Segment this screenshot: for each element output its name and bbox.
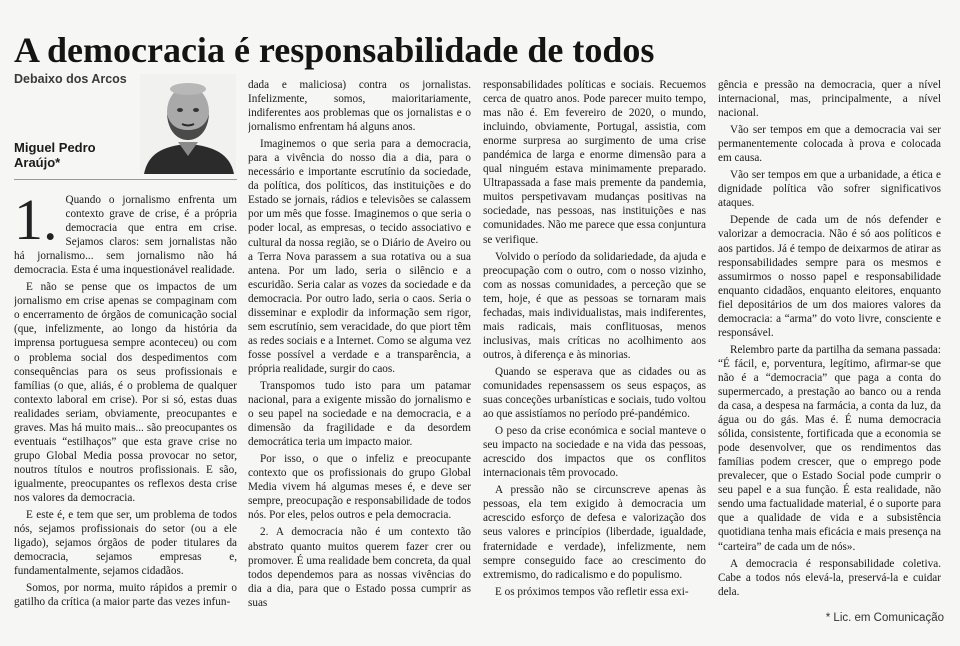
author-portrait-icon xyxy=(140,74,236,174)
author-name: Miguel Pedro Araújo* xyxy=(14,140,96,170)
dropcap-number: 1. xyxy=(14,193,58,252)
section-label: Debaixo dos Arcos xyxy=(14,72,127,86)
paragraph: E este é, e tem que ser, um problema de todos nós, sejamos profissionais do setor (ou a ele ligado), sejamos órgãos de poder titulares da democracia, sejamos empresas e, fundamentalmente, sejamos cidadãos. xyxy=(14,509,237,578)
article-column-1 xyxy=(14,193,237,633)
paragraph: Vão ser tempos em que a urbanidade, a ética e dignidade política vão sofrer significativos ataques. xyxy=(718,169,941,210)
article-column-4 xyxy=(718,78,941,608)
paragraph: Vão ser tempos em que a democracia vai ser permanentemente colocada à prova e colocada em causa. xyxy=(718,124,941,165)
paragraph: E não se pense que os impactos de um jornalismo em crise apenas se compaginam com o encerramento de órgãos de comunicação social (que, infelizmente, ao longo da história da imprensa portuguesa sempre aconteceu) ou com o problema social dos despedimentos com consequências para os seus profissionais e famílias (o que, aliás, é o problema de qualquer contexto laboral em crise). Por si só, estas duas realidades seriam, obviamente, preocupantes e graves. Mas há muito mais... são preocupantes os eventuais “estilhaços” que esta grave crise no grupo Global Media possa provocar no setor, noutros títulos e noutros profissionais. E são, igualmente, preocupantes os reflexos desta crise nos valores da democracia. xyxy=(14,281,237,504)
paragraph: O peso da crise económica e social manteve o seu impacto na sociedade e na vida das pessoas, acrescido dos impactos que os conflitos internacionais têm provocado. xyxy=(483,425,706,480)
paragraph: Depende de cada um de nós defender e valorizar a democracia. Não é só aos políticos e aos partidos. Já é tempo de deixarmos de atirar as responsabilidades sempre para os mesmos e assumirmos o nosso papel e responsabilidade enquanto cidadãos, enquanto eleitores, enquanto fiel depositários de um dos maiores valores da democracia: a “arma” do voto livre, consciente e responsável. xyxy=(718,214,941,339)
paragraph: A democracia é responsabilidade coletiva. Cabe a todos nós elevá-la, preservá-la e cuidar dela. xyxy=(718,557,941,598)
paragraph: Transpomos tudo isto para um patamar nacional, para a exigente missão do jornalismo e o seu papel na sociedade e na democracia, e a dimensão da fragilidade e da desordem democrática teria um impacto maior. xyxy=(248,379,471,449)
paragraph: Relembro parte da partilha da semana passada: “É fácil, e, porventura, legítimo, afirmar-se que não é a “democracia” que paga a conta do supermercado, a prestação ao banco ou a renda da casa, a despesa na farmácia, a conta da luz, da água ou do gás. Mas é. É numa democracia sólida, consistente, fortificada que a economia se pode desenvolver, que os rendimentos das famílias podem crescer, que o emprego pode prevalecer, que o Estado Social pode cumprir o seu papel e a sua função. É esta realidade, não sendo uma factualidade material, é o suporte para que a qualidade de vida e a subsistência quotidiana tenha mais eficácia e mais presença na “carteira” de cada um de nós». xyxy=(718,343,941,553)
paragraph: responsabilidades políticas e sociais. Recuemos cerca de quatro anos. Pode parecer muito tempo, mas não é. Em fevereiro de 2020, o mundo, incluindo, obviamente, Portugal, assistia, com enorme surpresa ao surgimento de uma crise pandémica de larga e enorme dimensão para a qual ninguém estava minimamente preparado. Ultrapassada a fase mais premente da pandemia, muitos perspetivavam mudanças positivas na sociedade, nas pessoas, nas instituições e nas comunidades. Não me parece que essa conjuntura se verifique. xyxy=(483,79,706,246)
divider xyxy=(14,179,237,180)
paragraph: A pressão não se circunscreve apenas às pessoas, ela tem exigido à democracia um acrescido esforço de defesa e valorização dos seus valores e princípios (liberdade, igualdade, fraternidade e verdade), infelizmente, nem sempre conseguido face ao crescimento do extremismo, do radicalismo e do populismo. xyxy=(483,484,706,581)
paragraph: 2. A democracia não é um contexto tão abstrato quanto muitos querem fazer crer ou promover. É uma realidade bem concreta, da qual todos dependemos para as nossas vivências do dia a dia, para que o Estado possa cumprir as suas xyxy=(248,526,471,609)
paragraph: dada e maliciosa) contra os jornalistas. Infelizmente, somos, maioritariamente, indiferentes aos problemas que os jornalistas e o jornalismo enfrentam há alguns anos. xyxy=(248,79,471,134)
paragraph: Por isso, o que o infeliz e preocupante contexto que os profissionais do grupo Global Media vivem há algumas meses é, e deve ser sempre, preocupação e responsabilidade de todos nós. Por eles, pelos outros e pela democracia. xyxy=(248,453,471,522)
paragraph: Quando se esperava que as cidades ou as comunidades repensassem os seus espaços, as suas conceções urbanísticas e sociais, tudo voltou ao que assistíamos no período pré-pandémico. xyxy=(483,365,706,421)
paragraph: Volvido o período da solidariedade, da ajuda e preocupação com o outro, com o nosso vizinho, com as nossas comunidades, a perceção que se tem, hoje, é que as pessoas se tornaram mais fechadas, mais individualistas, mais indiferentes, mais radicais, mais conflituosas, menos inclusivas, mais críticas no acolhimento aos outros, à diferença e às minorias. xyxy=(483,250,706,361)
article-column-2 xyxy=(248,78,471,633)
paragraph: E os próximos tempos vão refletir essa exi- xyxy=(495,585,689,598)
author-footnote: * Lic. em Comunicação xyxy=(825,612,944,624)
paragraph: Imaginemos o que seria para a democracia, para a vivência do nosso dia a dia, para o necessário e importante escrutínio da sociedade, da política, dos políticos, das instituições e do Estado se jornais, rádios e televisões se calassem por um mês que fosse. Imaginemos o que seria o poder local, as empresas, o tecido associativo e cultural da nossa região, se o Diário de Aveiro ou a Terra Nova parassem a sua rotativa ou a sua antena. Por um lado, seria o silêncio e a escuridão. Seria calar as vozes da sociedade e da democracia. Por outro lado, seria o caos. Seria o disseminar e explodir da informação sem rigor, sem escrutínio, sem veracidade, do que piort têm as redes sociais e a Internet. Como se alguma vez fosse possível a verdade e a transparência, a própria realidade, surgir do caos. xyxy=(248,138,471,375)
paragraph: gência e pressão na democracia, quer a nível internacional, mas, principalmente, a nível nacional. xyxy=(718,79,941,120)
paragraph: Somos, por norma, muito rápidos a premir o gatilho da crítica (a maior parte das vezes infun- xyxy=(14,582,237,609)
paragraph: 1. Quando o jornalismo enfrenta um contexto grave de crise, é a própria democracia que entra em crise. Sejamos claros: sem jornalistas não há jornalismo... sem jornalismo não há democracia. Esta é uma inquestionável realidade. xyxy=(14,193,237,277)
headline: A democracia é responsabilidade de todos xyxy=(14,30,655,71)
article-column-3 xyxy=(483,78,706,633)
